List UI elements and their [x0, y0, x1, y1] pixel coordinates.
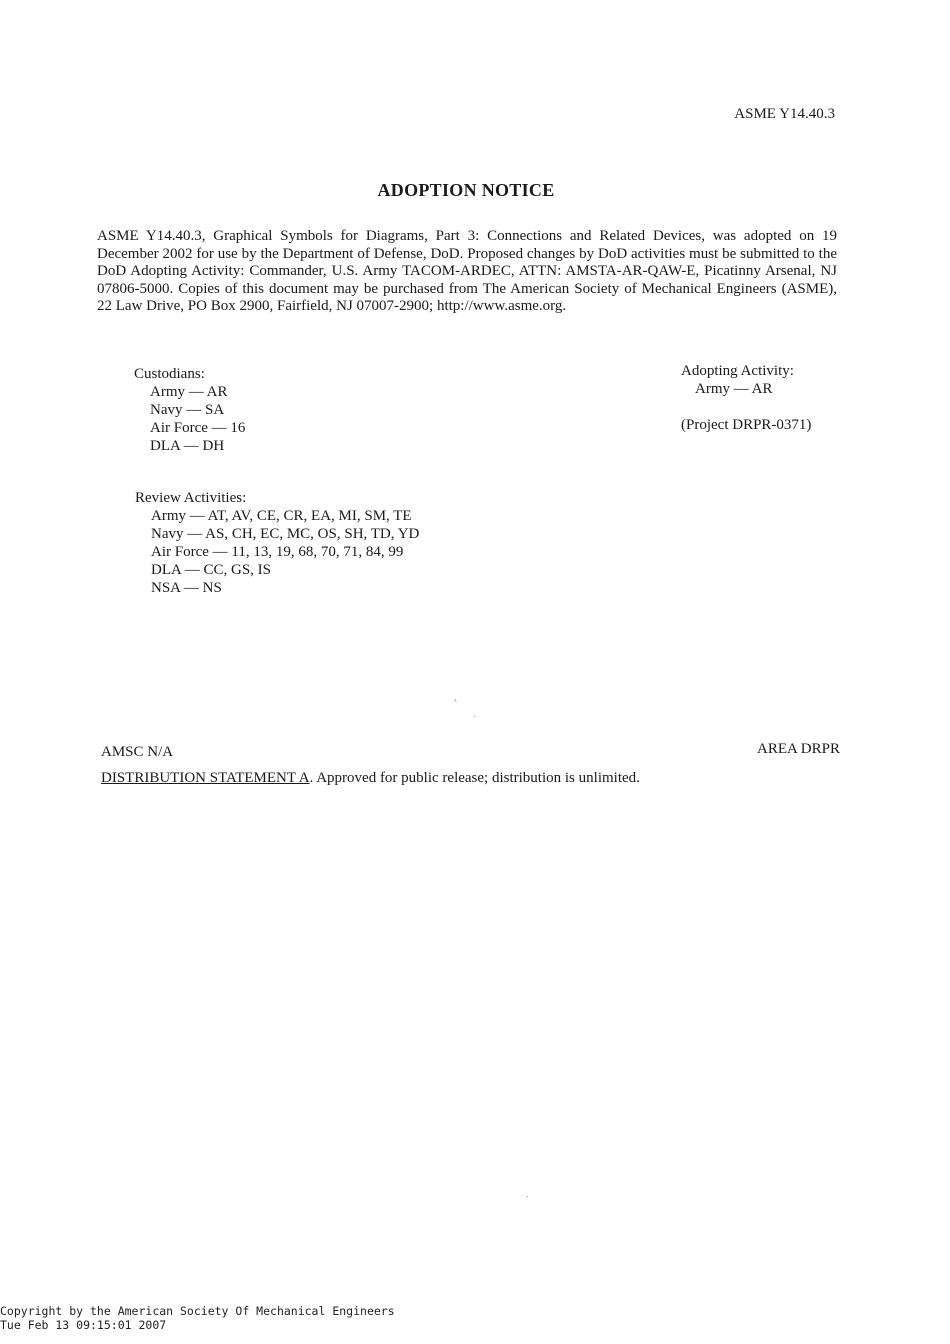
review-activity-item: Navy — AS, CH, EC, MC, OS, SH, TD, YD — [151, 526, 420, 542]
project-number: (Project DRPR-0371) — [681, 417, 812, 433]
custodians-block — [134, 365, 245, 455]
adoption-paragraph: ASME Y14.40.3, Graphical Symbols for Diagrams, Part 3: Connections and Related Devices, was adopted on 19 December 2002 for use by the Department of Defense, DoD. Proposed changes by DoD activities must be submitted to the DoD Adopting Activity: Commander, U.S. Army TACOM-ARDEC, ATTN: AMSTA-AR-QAW-E, Picatinny Arsenal, NJ 07806-5000. Copies of this document may be purchased from The American Society of Mechanical Engineers (ASME), 22 Law Drive, PO Box 2900, Fairfield, NJ 07007-2900; http://www.asme.org. — [97, 228, 837, 314]
distribution-text: . Approved for public release; distribution is unlimited. — [309, 770, 640, 786]
adopting-activity-block — [681, 362, 811, 434]
document-number: ASME Y14.40.3 — [734, 106, 835, 122]
copyright-footer — [0, 1304, 395, 1332]
adopting-activity-heading: Adopting Activity: — [681, 363, 794, 379]
custodian-item: Navy — SA — [150, 402, 225, 418]
custodian-item: DLA — DH — [150, 438, 225, 454]
page-title: ADOPTION NOTICE — [377, 180, 555, 200]
area-code: AREA DRPR — [757, 741, 840, 757]
review-activity-item: NSA — NS — [151, 580, 222, 596]
scan-speck — [454, 699, 457, 702]
distribution-statement — [101, 770, 640, 787]
review-activity-item: Army — AT, AV, CE, CR, EA, MI, SM, TE — [151, 508, 412, 524]
review-activities-block — [135, 489, 419, 597]
timestamp-line: Tue Feb 13 09:15:01 2007 — [0, 1318, 167, 1332]
copyright-line: Copyright by the American Society Of Mechanical Engineers — [0, 1304, 395, 1318]
review-activity-item: Air Force — 11, 13, 19, 68, 70, 71, 84, 99 — [151, 544, 404, 560]
distribution-label: DISTRIBUTION STATEMENT A — [101, 770, 310, 786]
amsc-number: AMSC N/A — [101, 744, 174, 760]
review-activities-heading: Review Activities: — [135, 490, 247, 506]
scan-speck — [527, 1196, 528, 1197]
adopting-activity-item: Army — AR — [695, 381, 773, 397]
custodian-item: Army — AR — [150, 384, 228, 400]
review-activity-item: DLA — CC, GS, IS — [151, 562, 272, 578]
custodians-heading: Custodians: — [134, 366, 205, 382]
custodian-item: Air Force — 16 — [150, 420, 246, 436]
scan-speck — [474, 716, 475, 717]
